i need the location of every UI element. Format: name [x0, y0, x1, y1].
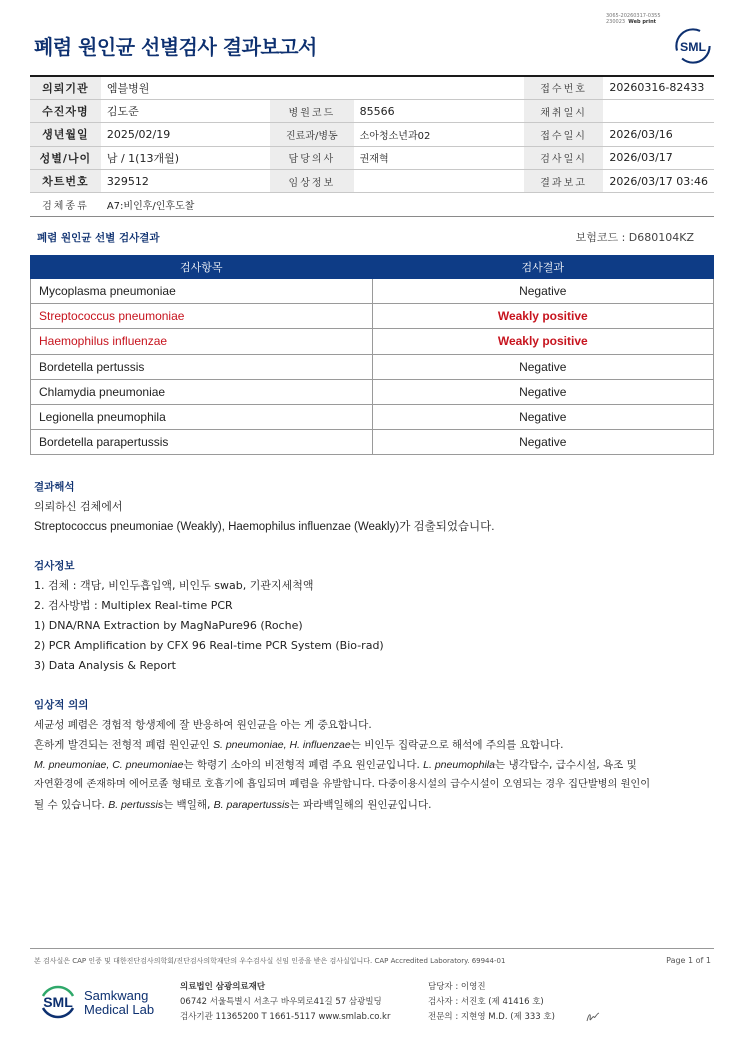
info-label: 접수일시 — [524, 123, 604, 146]
table-row — [31, 430, 714, 455]
org-address: 06742 서울특별시 서초구 바우뫼로41길 57 삼광빌딩 — [180, 997, 382, 1007]
info-label: 생년월일 — [30, 123, 101, 146]
info-label: 접수번호 — [524, 76, 604, 99]
interpretation-line: 의뢰하신 검체에서 — [34, 500, 123, 513]
results-section-title: 폐렴 원인균 선별 검사결과 — [37, 232, 160, 244]
patient-info-table — [30, 75, 714, 217]
test-info-line: 2) PCR Amplification by CFX 96 Real-time PCR System (Bio-rad) — [34, 639, 384, 652]
interpretation-heading: 결과해석 — [34, 481, 75, 493]
clinical-line: M. pneumoniae, C. pneumoniae는 학령기 소아의 비전형적 폐렴 주요 원인균입니다. L. pneumophila는 냉각탑수, 급수시설, 욕조 및 — [34, 759, 637, 771]
brand-line: Medical Lab — [84, 1002, 155, 1017]
results-table — [30, 255, 714, 455]
staff-line: 담당자 : 이영진 — [428, 982, 486, 992]
info-label: 차트번호 — [30, 170, 101, 193]
info-label: 채취일시 — [524, 99, 604, 122]
info-value — [354, 76, 524, 99]
info-row — [30, 170, 714, 193]
print-mode: Web print — [628, 19, 657, 25]
info-value — [603, 99, 714, 122]
footer-divider — [30, 948, 714, 949]
test-result: Negative — [372, 379, 713, 404]
table-row — [31, 379, 714, 404]
info-label — [270, 76, 354, 99]
col-item-header: 검사항목 — [31, 256, 373, 279]
info-label: 진료과/병동 — [270, 123, 354, 146]
clinical-line: 자연환경에 존재하며 에어로졸 형태로 호흡기에 흡입되며 폐렴을 유발합니다. 다중이용시설의 급수시설이 오염되는 경우 집단발병의 원인이 — [34, 779, 651, 790]
col-result-header: 검사결과 — [372, 256, 713, 279]
info-value: 2025/02/19 — [101, 123, 270, 146]
clinical-line: 흔하게 발견되는 전형적 폐렴 원인균인 S. pneumoniae, H. influenzae는 비인두 집락균으로 해석에 주의를 요합니다. — [34, 739, 564, 751]
clinical-heading: 임상적 의의 — [34, 699, 89, 711]
staff-line: 검사자 : 서진호 (제 41416 호) — [428, 997, 544, 1007]
test-item: Chlamydia pneumoniae — [31, 379, 373, 404]
info-row — [30, 76, 714, 99]
test-item: Bordetella parapertussis — [31, 430, 373, 455]
sml-logo-text: SML — [679, 39, 707, 54]
clinical-line: 될 수 있습니다. B. pertussis는 백일해, B. parapertussis는 파라백일해의 원인균입니다. — [34, 799, 432, 811]
test-result: Weakly positive — [372, 304, 713, 329]
test-info-line: 1) DNA/RNA Extraction by MagNaPure96 (Roche) — [34, 619, 303, 632]
interpretation-line: Streptococcus pneumoniae (Weakly), Haemophilus influenzae (Weakly)가 검출되었습니다. — [34, 521, 495, 533]
test-result: Negative — [372, 354, 713, 379]
sml-logo-icon — [38, 982, 78, 1022]
test-result: Negative — [372, 404, 713, 429]
report-title: 폐렴 원인균 선별검사 결과보고서 — [34, 35, 317, 59]
table-row — [31, 279, 714, 304]
test-result: Negative — [372, 279, 713, 304]
info-label: 임상정보 — [270, 170, 354, 193]
clinical-line: 세균성 폐렴은 경험적 항생제에 잘 반응하여 원인균을 아는 게 중요합니다. — [34, 719, 372, 731]
info-value: 엠블병원 — [101, 76, 270, 99]
results-header-row — [31, 256, 714, 279]
signature-icon — [585, 1010, 601, 1024]
info-value — [354, 170, 524, 193]
test-item: Bordetella pertussis — [31, 354, 373, 379]
test-info-line: 3) Data Analysis & Report — [34, 659, 176, 672]
info-row-specimen — [30, 193, 714, 216]
test-item: Legionella pneumophila — [31, 404, 373, 429]
info-value: 329512 — [101, 170, 270, 193]
test-result: Weakly positive — [372, 329, 713, 354]
test-info-section — [34, 556, 384, 676]
info-label: 성별/나이 — [30, 146, 101, 169]
table-row — [31, 404, 714, 429]
info-value: 권재혁 — [354, 146, 524, 169]
clinical-section — [34, 695, 724, 815]
print-id-line1: 3065-20260317-0355 — [606, 13, 661, 19]
staff-info — [428, 980, 555, 1025]
info-label: 수진자명 — [30, 99, 101, 122]
sml-logo-icon — [674, 27, 712, 65]
brand-line: Samkwang — [84, 988, 149, 1003]
specimen-value: A7:비인후/인후도찰 — [101, 193, 714, 216]
test-item: Mycoplasma pneumoniae — [31, 279, 373, 304]
info-row — [30, 99, 714, 122]
info-row — [30, 146, 714, 169]
info-value: 20260316-82433 — [603, 76, 714, 99]
info-value: 2026/03/16 — [603, 123, 714, 146]
specimen-label: 검체종류 — [30, 193, 101, 216]
organization-info — [180, 980, 390, 1025]
info-value: 2026/03/17 — [603, 146, 714, 169]
info-label: 담당의사 — [270, 146, 354, 169]
info-value: 85566 — [354, 99, 524, 122]
interpretation-section — [34, 477, 494, 537]
info-value: 김도준 — [101, 99, 270, 122]
table-row — [31, 329, 714, 354]
info-value: 2026/03/17 03:46 — [603, 170, 714, 193]
print-id — [606, 13, 661, 25]
table-row — [31, 304, 714, 329]
test-item: Haemophilus influenzae — [31, 329, 373, 354]
info-label: 의뢰기관 — [30, 76, 101, 99]
page-number: Page 1 of 1 — [666, 956, 711, 965]
table-row — [31, 354, 714, 379]
test-result: Negative — [372, 430, 713, 455]
test-info-line: 1. 검체 : 객담, 비인두흡입액, 비인두 swab, 기관지세척액 — [34, 579, 314, 592]
info-label: 결과보고 — [524, 170, 604, 193]
info-label: 검사일시 — [524, 146, 604, 169]
info-label: 병원코드 — [270, 99, 354, 122]
footer-note: 본 검사실은 CAP 인증 및 대한진단검사의학회/진단검사의학재단의 우수검사실 신임 인증을 받은 검사실입니다. CAP Accredited Laboratory. 69944-01 — [34, 957, 506, 965]
org-contact: 검사기관 11365200 T 1661-5117 www.smlab.co.kr — [180, 1012, 391, 1022]
insurance-code: 보험코드 : D680104KZ — [575, 231, 694, 244]
staff-line: 전문의 : 지현영 M.D. (제 333 호) — [428, 1012, 555, 1022]
brand-name — [84, 989, 154, 1017]
sml-logo-text: SML — [43, 994, 73, 1010]
test-item: Streptococcus pneumoniae — [31, 304, 373, 329]
print-id-line2: 230023 — [606, 19, 626, 25]
info-value: 남 / 1(13개월) — [101, 146, 270, 169]
org-name: 의료법인 삼광의료재단 — [180, 982, 266, 992]
info-value: 소아청소년과02 — [354, 123, 524, 146]
test-info-line: 2. 검사방법 : Multiplex Real-time PCR — [34, 599, 233, 612]
test-info-heading: 검사정보 — [34, 560, 75, 572]
info-row — [30, 123, 714, 146]
